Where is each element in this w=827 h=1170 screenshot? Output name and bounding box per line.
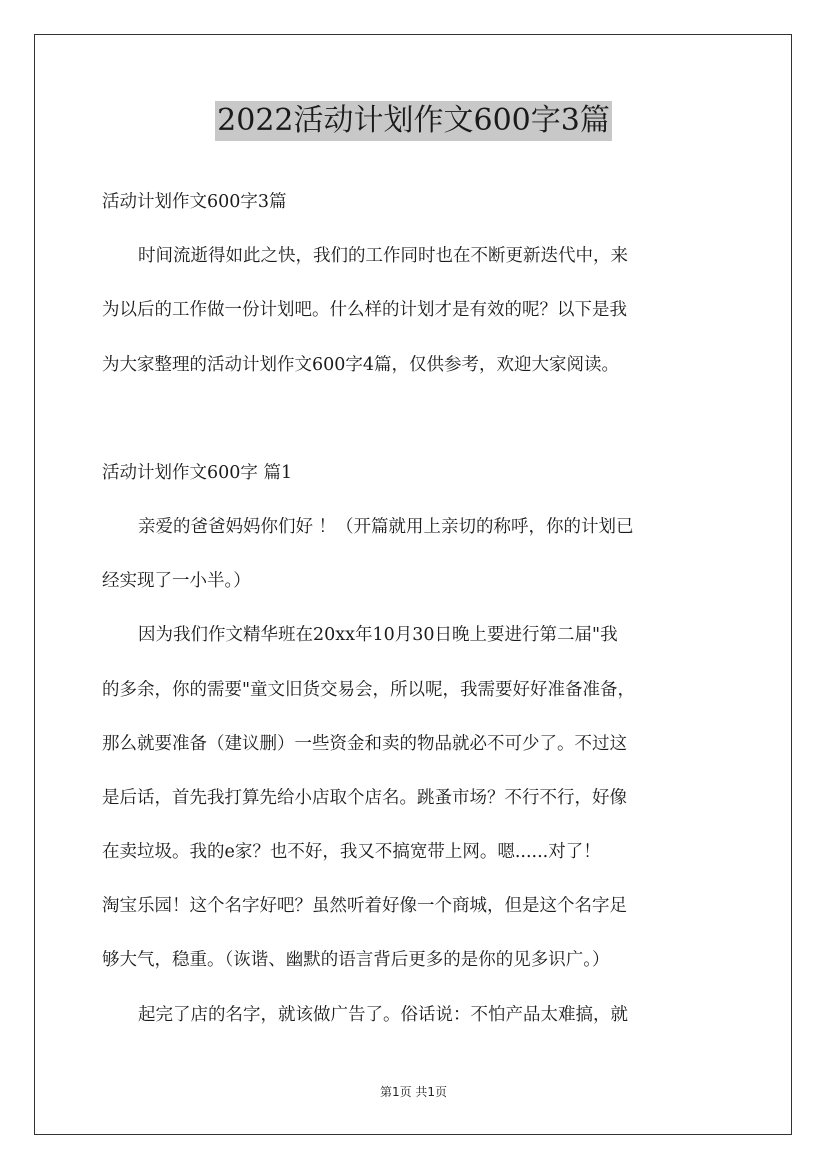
intro-line: 为以后的工作做一份计划吧。什么样的计划才是有效的呢？以下是我 (102, 300, 627, 321)
paragraph-line: 是后话，首先我打算先给小店取个店名。跳蚤市场？不行不行，好像 (102, 787, 627, 808)
document-subtitle: 活动计划作文600字3篇 (102, 192, 287, 212)
paragraph-line: 那么就要准备（建议删）一些资金和卖的物品就必不可少了。不过这 (102, 733, 627, 754)
section-heading: 活动计划作文600字 篇1 (102, 462, 293, 483)
paragraph-line: 够大气，稳重。（诙谐、幽默的语言背后更多的是你的见多识广。） (102, 950, 610, 971)
section-spacer (102, 392, 727, 446)
paragraph-line: 亲爱的爸爸妈妈你们好 ！（开篇就用上亲切的称呼，你的计划已 (138, 516, 634, 537)
paragraph-line: 在卖垃圾。我的e家？也不好，我又不搞宽带上网。嗯......对了！ (102, 842, 601, 863)
paragraph-line: 淘宝乐园！这个名字好吧？虽然听着好像一个商城，但是这个名字足 (102, 896, 627, 917)
paragraph-line: 因为我们作文精华班在20xx年10月30日晚上要进行第二届"我 (138, 625, 618, 646)
paragraph-line: 经实现了一小半。） (102, 571, 251, 592)
document-title: 2022活动计划作文600字3篇 (215, 101, 612, 141)
paragraph-line: 起完了店的名字，就该做广告了。俗话说：不怕产品太难搞，就 (138, 1004, 628, 1025)
intro-line: 为大家整理的活动计划作文600字4篇，仅供参考，欢迎大家阅读。 (102, 354, 620, 375)
page-footer: 第1页 共1页 (379, 1085, 448, 1099)
intro-line: 时间流逝得如此之快，我们的工作同时也在不断更新迭代中，来 (138, 246, 628, 267)
title-container (0, 101, 827, 141)
paragraph-line: 的多余，你的需要"童文旧货交易会，所以呢，我需要好好准备准备， (102, 679, 636, 700)
document-body (102, 175, 727, 1042)
